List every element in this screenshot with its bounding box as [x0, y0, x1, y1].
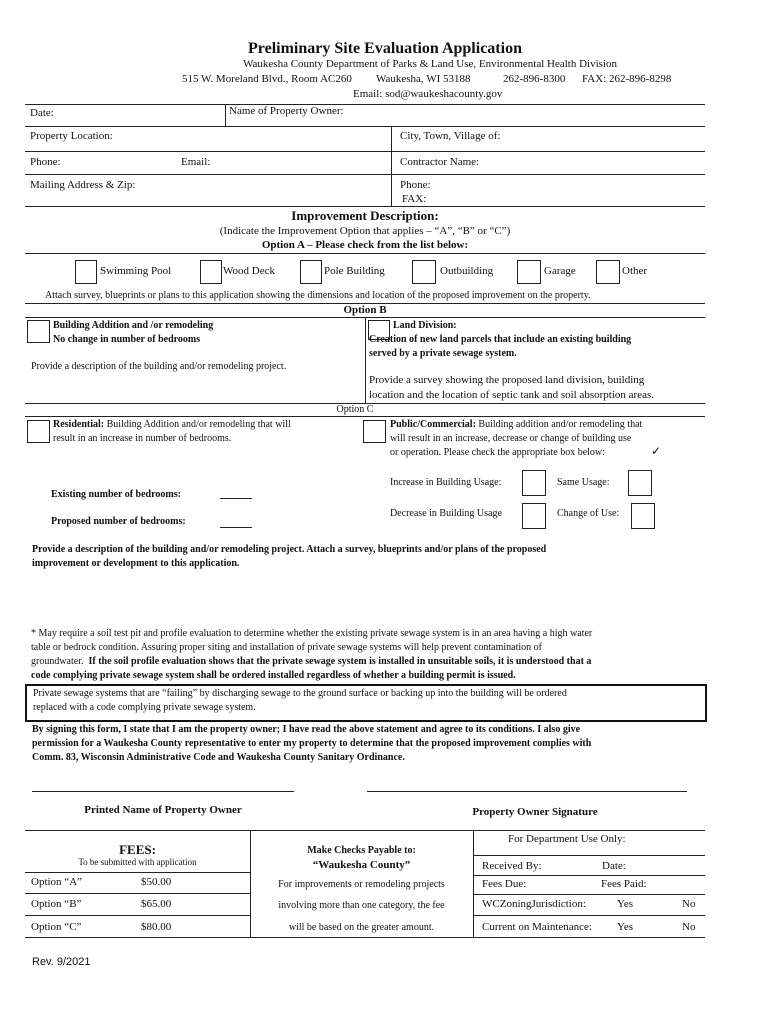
form-title: Preliminary Site Evaluation Application: [248, 40, 522, 57]
checkbox-increase-usage[interactable]: [522, 470, 546, 496]
fees-due-label: Fees Due:: [482, 878, 527, 890]
checkbox-option-b-addition[interactable]: [27, 320, 50, 343]
residential-line-2: result in an increase in number of bedrooms.: [53, 433, 232, 444]
proposed-bedrooms-field[interactable]: [220, 527, 252, 528]
label-other: Other: [622, 265, 648, 277]
checkbox-public-commercial[interactable]: [363, 420, 386, 443]
checkbox-other[interactable]: [596, 260, 620, 284]
checkbox-residential[interactable]: [27, 420, 50, 443]
city-zip: Waukesha, WI 53188: [376, 73, 471, 85]
contractor-fax-label: FAX:: [402, 193, 427, 205]
fees-subtitle: To be submitted with application: [78, 857, 197, 867]
fees-paid-label: Fees Paid:: [601, 878, 647, 890]
land-division-title: Land Division:: [393, 320, 457, 331]
public-commercial-line-2: will result in an increase, decrease or change of building use: [390, 433, 632, 444]
phone-number: 262-896-8300: [503, 73, 566, 85]
change-of-use-label: Change of Use:: [557, 508, 620, 519]
attach-instructions: Attach survey, blueprints or plans to this application showing the dimensions and location of the proposed improvement on the property.: [45, 290, 591, 301]
option-a-heading: Option A – Please check from the list below:: [261, 239, 469, 251]
street-address: 515 W. Moreland Blvd., Room AC260: [182, 73, 352, 85]
existing-bedrooms-field[interactable]: [220, 498, 252, 499]
provide-description-line-1: Provide a description of the building and/or remodeling project. Attach a survey, blueprints and/or plans of the proposed: [32, 544, 547, 555]
public-commercial-title: Public/Commercial:: [390, 419, 476, 430]
proposed-bedrooms-label: Proposed number of bedrooms:: [51, 516, 186, 527]
signing-statement-line-1: By signing this form, I state that I am the property owner; I have read the above statement and agree to its conditions. I also give: [32, 724, 581, 735]
label-swimming-pool: Swimming Pool: [100, 265, 172, 277]
department-use-title: For Department Use Only:: [508, 833, 626, 845]
property-location-label: Property Location:: [30, 130, 113, 142]
fee-option-b-amount: $65.00: [141, 898, 172, 910]
printed-name-label: Printed Name of Property Owner: [84, 804, 242, 816]
email-label: Email:: [181, 156, 211, 168]
city-town-label: City, Town, Village of:: [400, 130, 501, 142]
zoning-no: No: [682, 898, 696, 910]
improvement-title: Improvement Description:: [291, 208, 439, 223]
zoning-yes: Yes: [617, 898, 634, 910]
soil-note-line-3b: If the soil profile evaluation shows that the private sewage system is installed in unsuitable soils, it is understood that a: [88, 656, 592, 667]
existing-bedrooms-label: Existing number of bedrooms:: [51, 489, 181, 500]
checkbox-same-usage[interactable]: [628, 470, 652, 496]
fee-note-line-1: For improvements or remodeling projects: [278, 879, 445, 890]
provide-description-line-2: improvement or development to this application.: [32, 558, 240, 569]
fee-option-c-label: Option “C”: [31, 921, 82, 933]
option-b-heading: Option B: [343, 304, 387, 316]
signing-statement-line-2: permission for a Waukesha County representative to enter my property to determine that the proposed improvement complies with: [32, 738, 592, 749]
fee-note-line-2: involving more than one category, the fee: [278, 900, 445, 911]
soil-note-line-3a: groundwater.: [31, 656, 84, 667]
date-label: Date:: [30, 107, 54, 119]
soil-note-line-1: * May require a soil test pit and profile evaluation to determine whether the existing private sewage system is in an area having a high water: [31, 628, 593, 639]
checkbox-decrease-usage[interactable]: [522, 503, 546, 529]
label-outbuilding: Outbuilding: [440, 265, 494, 277]
maintenance-no: No: [682, 921, 696, 933]
label-garage: Garage: [544, 265, 576, 277]
land-division-line-1: Creation of new land parcels that include an existing building: [369, 334, 632, 345]
checkbox-garage[interactable]: [517, 260, 541, 284]
maintenance-yes: Yes: [617, 921, 634, 933]
option-b-addition-title: Building Addition and /or remodeling: [53, 320, 214, 331]
mailing-label: Mailing Address & Zip:: [30, 179, 136, 191]
checkbox-outbuilding[interactable]: [412, 260, 436, 284]
checkbox-change-of-use[interactable]: [631, 503, 655, 529]
checkbox-pole-building[interactable]: [300, 260, 322, 284]
checkbox-swimming-pool[interactable]: [75, 260, 97, 284]
fee-option-a-label: Option “A”: [31, 876, 83, 888]
fee-option-b-label: Option “B”: [31, 898, 82, 910]
department-line: Waukesha County Department of Parks & Land Use, Environmental Health Division: [243, 58, 617, 70]
increase-usage-label: Increase in Building Usage:: [390, 477, 502, 488]
checks-payable-label: Make Checks Payable to:: [307, 845, 416, 856]
checkbox-wood-deck[interactable]: [200, 260, 222, 284]
public-commercial-line-1: Building addition and/or remodeling that: [478, 419, 643, 430]
option-b-addition-subtitle: No change in number of bedrooms: [53, 334, 201, 345]
residential-line-1: Building Addition and/or remodeling that will: [106, 419, 291, 430]
contractor-phone-label: Phone:: [400, 179, 431, 191]
option-c-heading: Option C: [336, 404, 374, 415]
fee-option-a-amount: $50.00: [141, 876, 172, 888]
checks-payee: “Waukesha County”: [312, 859, 411, 871]
public-commercial-line-3: or operation. Please check the appropriate box below:: [390, 447, 605, 458]
checkmark-icon: ✓: [651, 444, 662, 458]
email-address: Email: sod@waukeshacounty.gov: [353, 88, 503, 100]
same-usage-label: Same Usage:: [557, 477, 610, 488]
contractor-label: Contractor Name:: [400, 156, 480, 168]
fax-number: FAX: 262-896-8298: [582, 73, 672, 85]
label-wood-deck: Wood Deck: [223, 265, 275, 277]
revision-date: Rev. 9/2021: [32, 956, 91, 968]
received-by-label: Received By:: [482, 860, 542, 872]
fees-title: FEES:: [119, 842, 156, 857]
improvement-subtitle: (Indicate the Improvement Option that applies – “A”, “B” or “C”): [219, 225, 511, 237]
option-b-description: Provide a description of the building and/or remodeling project.: [31, 361, 287, 372]
residential-title: Residential:: [53, 419, 105, 430]
decrease-usage-label: Decrease in Building Usage: [390, 508, 502, 519]
label-pole-building: Pole Building: [324, 265, 385, 277]
soil-note-line-4: code complying private sewage system shall be ordered installed regardless of whether a building permit is issued.: [31, 670, 516, 681]
office-date-label: Date:: [602, 860, 626, 872]
signature-line[interactable]: [367, 791, 687, 792]
fee-note-line-3: will be based on the greater amount.: [288, 922, 435, 933]
owner-name-label: Name of Property Owner:: [229, 105, 344, 117]
failing-notice-line-1: Private sewage systems that are “failing” by discharging sewage to the ground surface or backing up into the building will be ordered: [33, 688, 567, 699]
maintenance-label: Current on Maintenance:: [482, 921, 592, 933]
land-division-line-2: served by a private sewage system.: [369, 348, 517, 359]
phone-label: Phone:: [30, 156, 61, 168]
land-division-desc-1: Provide a survey showing the proposed land division, building: [369, 374, 645, 386]
land-division-desc-2: location and the location of septic tank and soil absorption areas.: [369, 389, 655, 401]
signing-statement-line-3: Comm. 83, Wisconsin Administrative Code and Waukesha County Sanitary Ordinance.: [32, 752, 405, 763]
soil-note-line-2: table or bedrock condition. Assuring proper siting and installation of private sewage systems will help prevent contamination of: [31, 642, 542, 653]
zoning-label: WCZoningJurisdiction:: [482, 898, 586, 910]
failing-notice-line-2: replaced with a code complying private sewage system.: [33, 702, 256, 713]
fee-option-c-amount: $80.00: [141, 921, 172, 933]
printed-name-line[interactable]: [32, 791, 294, 792]
signature-label: Property Owner Signature: [472, 806, 598, 818]
